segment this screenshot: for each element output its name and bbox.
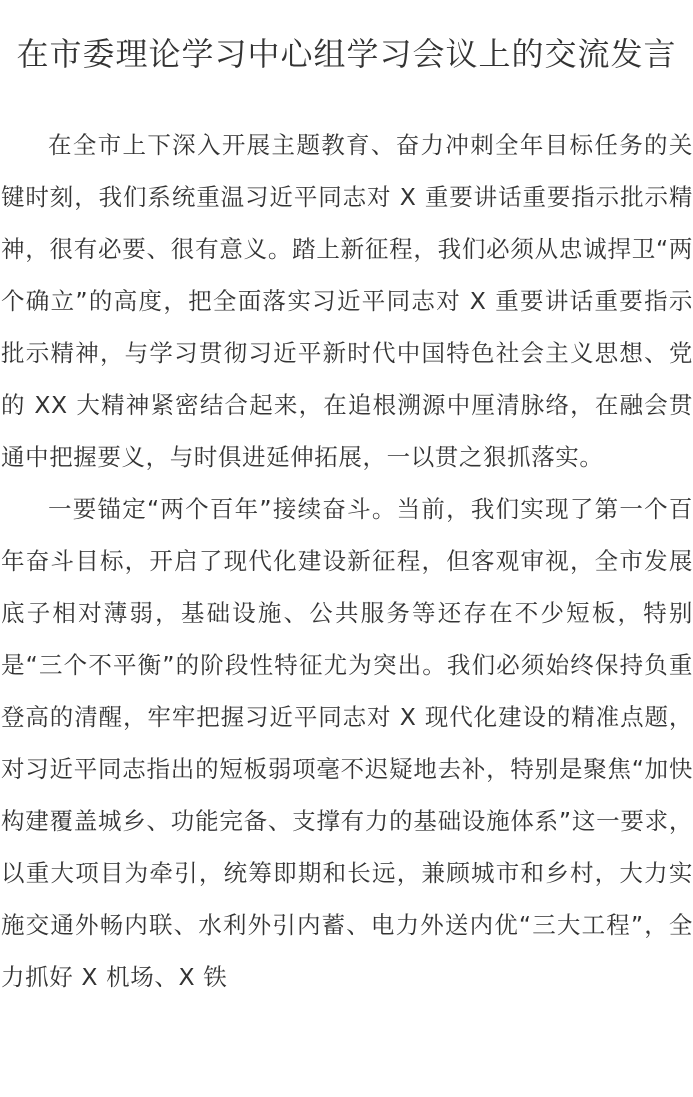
paragraph-point-one: 一要锚定“两个百年”接续奋斗。当前，我们实现了第一个百年奋斗目标，开启了现代化建设新征程，但客观审视，全市发展底子相对薄弱，基础设施、公共服务等还存在不少短板，特别是“三个不平衡”的阶段性特征尤为突出。我们必须始终保持负重登高的清醒，牢牢把握习近平同志对 X 现代化建设的精准点题，对习近平同志指出的短板弱项毫不迟疑地去补，特别是聚焦“加快构建覆盖城乡、功能完备、支撑有力的基础设施体系”这一要求，以重大项目为牵引，统筹即期和长远，兼顾城市和乡村，大力实施交通外畅内联、水利外引内蓄、电力外送内优“三大工程”，全力抓好 X 机场、X 铁 (1, 495, 693, 991)
paragraph-intro: 在全市上下深入开展主题教育、奋力冲刺全年目标任务的关键时刻，我们系统重温习近平同志对 X 重要讲话重要指示批示精神，很有必要、很有意义。踏上新征程，我们必须从忠诚捍卫“两个确立”的高度，把全面落实习近平同志对 X 重要讲话重要指示批示精神，与学习贯彻习近平新时代中国特色社会主义思想、党的 XX 大精神紧密结合起来，在追根溯源中厘清脉络，在融会贯通中把握要义，与时俱进延伸拓展，一以贯之狠抓落实。 (1, 131, 693, 471)
document-body (0, 119, 693, 1003)
document-title: 在市委理论学习中心组学习会议上的交流发言 (16, 35, 677, 73)
